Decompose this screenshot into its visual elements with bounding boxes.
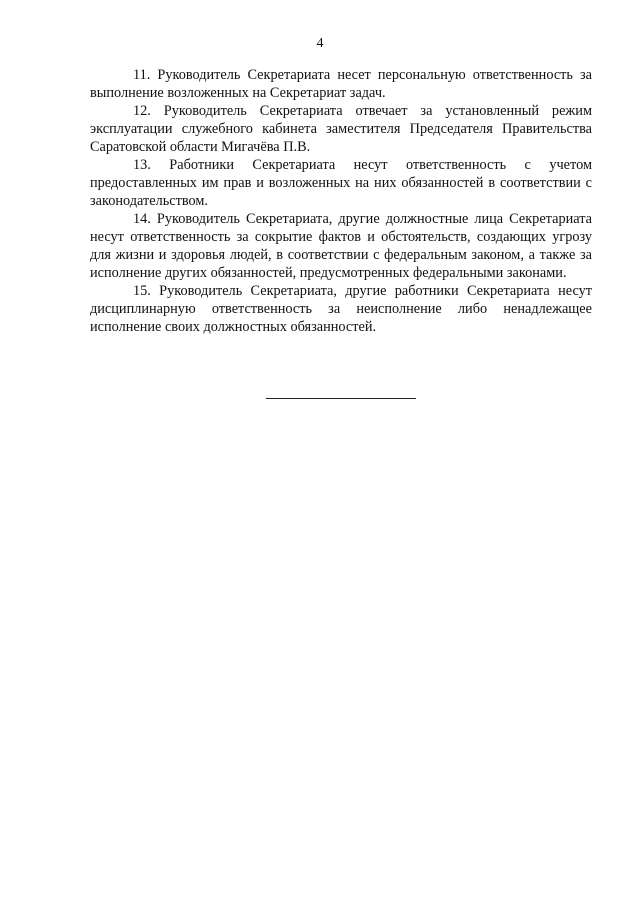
- paragraph-13: 13. Работники Секретариата несут ответственность с учетом предоставленных им прав и возложенных на них обязанностей в соответствии с законодательством.: [90, 157, 592, 209]
- document-body: [90, 66, 592, 336]
- paragraph-12: 12. Руководитель Секретариата отвечает за установленный режим эксплуатации служебного кабинета заместителя Председателя Правительства Саратовской области Мигачёва П.В.: [90, 103, 592, 155]
- paragraph-11: 11. Руководитель Секретариата несет персональную ответственность за выполнение возложенных на Секретариат задач.: [90, 67, 592, 101]
- page-number: 4: [316, 36, 324, 51]
- closing-divider-line: [266, 398, 416, 399]
- paragraph-15: 15. Руководитель Секретариата, другие работники Секретариата несут дисциплинарную ответственность за неисполнение либо ненадлежащее исполнение своих должностных обязанностей.: [90, 283, 592, 335]
- paragraph-14: 14. Руководитель Секретариата, другие должностные лица Секретариата несут ответственность за сокрытие фактов и обстоятельств, создающих угрозу для жизни и здоровья людей, в соответствии с федеральным законом, а также за исполнение других обязанностей, предусмотренных федеральными законами.: [90, 211, 592, 281]
